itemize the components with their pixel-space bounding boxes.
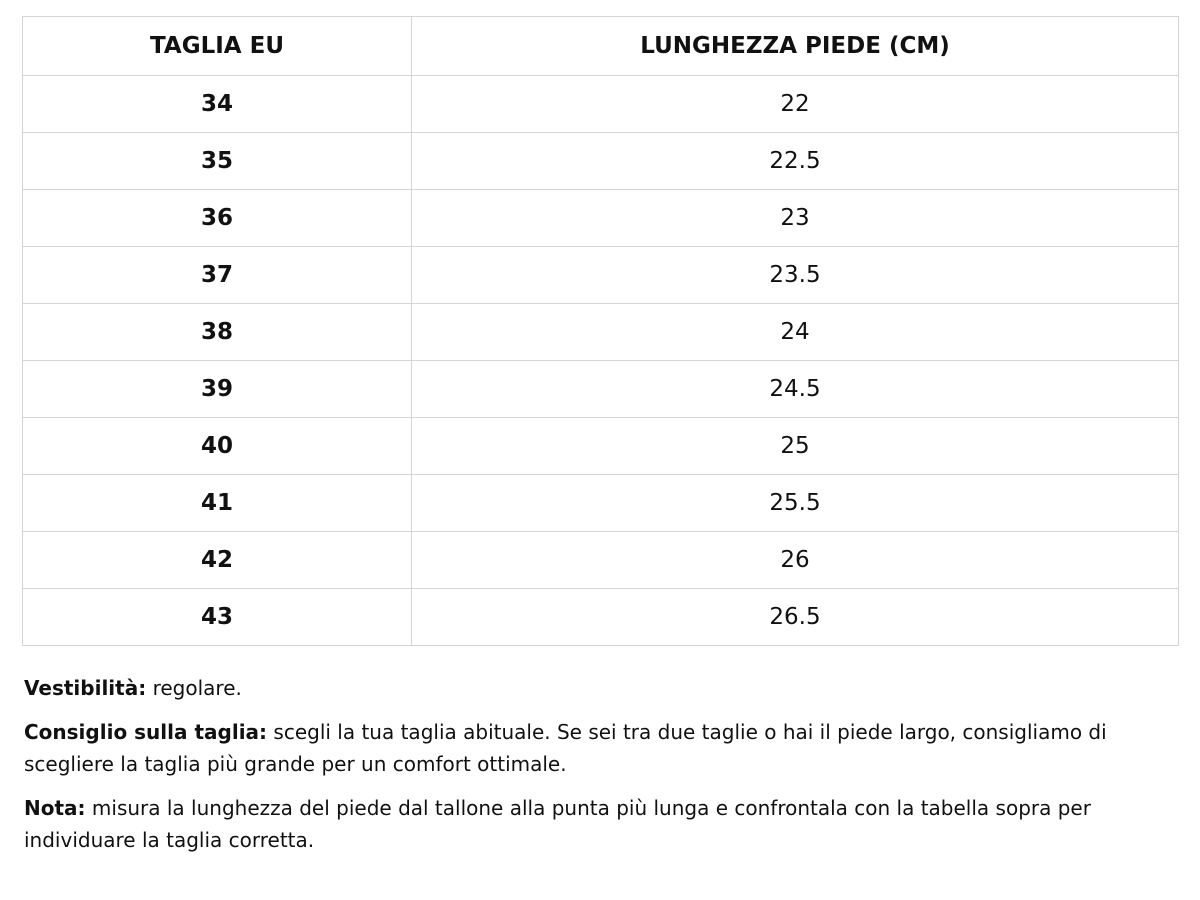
length-cell: 23	[412, 190, 1179, 247]
size-cell: 41	[23, 475, 412, 532]
size-advice-paragraph	[24, 716, 1154, 780]
size-cell: 38	[23, 304, 412, 361]
table-row	[23, 304, 1179, 361]
size-cell: 40	[23, 418, 412, 475]
table-header-row	[23, 17, 1179, 76]
length-cell: 22	[412, 76, 1179, 133]
fit-paragraph	[24, 672, 1154, 704]
table-row	[23, 190, 1179, 247]
length-cell: 24	[412, 304, 1179, 361]
table-row	[23, 418, 1179, 475]
size-cell: 39	[23, 361, 412, 418]
table-row	[23, 76, 1179, 133]
size-chart-table	[22, 16, 1179, 646]
length-cell: 25	[412, 418, 1179, 475]
length-cell: 26.5	[412, 589, 1179, 646]
note-label: Nota:	[24, 796, 86, 820]
fit-text: regolare.	[146, 676, 242, 700]
header-size-eu: TAGLIA EU	[23, 17, 412, 76]
length-cell: 26	[412, 532, 1179, 589]
size-cell: 37	[23, 247, 412, 304]
size-cell: 42	[23, 532, 412, 589]
advice-label: Consiglio sulla taglia:	[24, 720, 268, 744]
table-row	[23, 133, 1179, 190]
table-row	[23, 475, 1179, 532]
note-text: misura la lunghezza del piede dal tallone alla punta più lunga e confrontala con la tabella sopra per individuare la taglia corretta.	[24, 796, 1091, 852]
table-row	[23, 532, 1179, 589]
advice-text: scegli la tua taglia abituale. Se sei tra due taglie o hai il piede largo, consigliamo di scegliere la taglia più grande per un comfort ottimale.	[24, 720, 1107, 776]
length-cell: 22.5	[412, 133, 1179, 190]
header-foot-length: LUNGHEZZA PIEDE (CM)	[412, 17, 1179, 76]
size-cell: 34	[23, 76, 412, 133]
fit-label: Vestibilità:	[24, 676, 147, 700]
length-cell: 23.5	[412, 247, 1179, 304]
table-row	[23, 247, 1179, 304]
length-cell: 25.5	[412, 475, 1179, 532]
fit-notes	[24, 672, 1154, 868]
note-paragraph	[24, 792, 1154, 856]
size-cell: 43	[23, 589, 412, 646]
size-cell: 36	[23, 190, 412, 247]
length-cell: 24.5	[412, 361, 1179, 418]
size-cell: 35	[23, 133, 412, 190]
table-row	[23, 361, 1179, 418]
table-row	[23, 589, 1179, 646]
